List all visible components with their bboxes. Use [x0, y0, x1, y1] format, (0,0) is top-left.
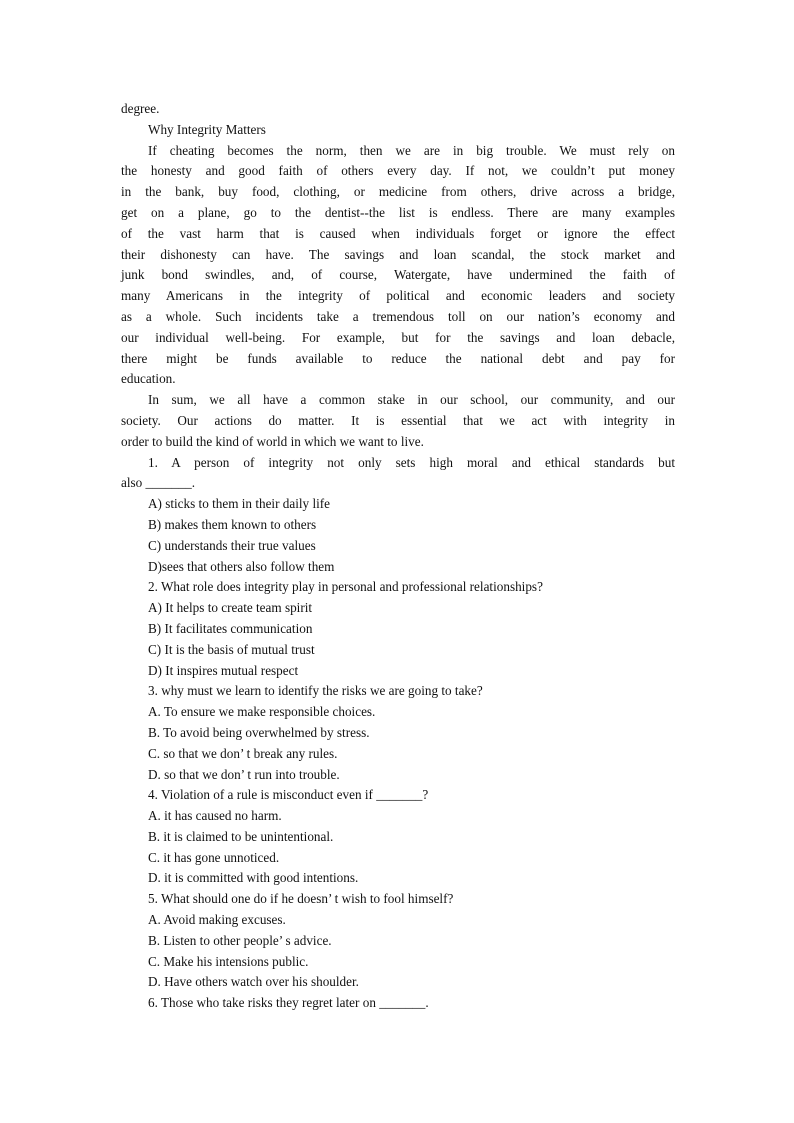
- question-4: [121, 785, 675, 889]
- paragraph-line: In sum, we all have a common stake in our school, our community, and our: [148, 392, 675, 408]
- answer-option: D. so that we don’ t run into trouble.: [148, 766, 340, 782]
- question-stem: 1. A person of integrity not only sets high moral and ethical standards but: [148, 454, 675, 470]
- answer-option: C) It is the basis of mutual trust: [148, 641, 315, 657]
- answer-option: B) makes them known to others: [148, 516, 317, 532]
- document-body: [121, 99, 675, 1014]
- section-heading: Why Integrity Matters: [148, 121, 266, 137]
- answer-option: C. Make his intensions public.: [148, 953, 309, 969]
- answer-option: D)sees that others also follow them: [148, 558, 335, 574]
- answer-option: D. it is committed with good intentions.: [148, 870, 359, 886]
- paragraph-line: education.: [121, 371, 176, 387]
- question-stem: 6. Those who take risks they regret later on _______.: [148, 995, 429, 1011]
- paragraph-line: the honesty and good faith of others every day. If not, we couldn’t put money: [121, 163, 675, 179]
- paragraph-line: of the vast harm that is caused when individuals forget or ignore the effect: [121, 225, 675, 241]
- paragraph-line: their dishonesty can have. The savings and loan scandal, the stock market and: [121, 246, 675, 262]
- paragraph-line: many Americans in the integrity of political and economic leaders and society: [121, 288, 675, 304]
- paragraph-line: junk bond swindles, and, of course, Watergate, have undermined the faith of: [121, 267, 675, 283]
- answer-option: A. Avoid making excuses.: [148, 912, 286, 928]
- question-stem: 5. What should one do if he doesn’ t wish to fool himself?: [148, 891, 454, 907]
- answer-option: C. it has gone unnoticed.: [148, 849, 280, 865]
- answer-option: A. To ensure we make responsible choices.: [148, 704, 376, 720]
- question-stem: 2. What role does integrity play in personal and professional relationships?: [148, 579, 543, 595]
- question-stem: 3. why must we learn to identify the risks we are going to take?: [148, 683, 483, 699]
- answer-option: A) sticks to them in their daily life: [148, 496, 331, 512]
- lead-fragment: degree.: [121, 101, 160, 116]
- answer-option: D. Have others watch over his shoulder.: [148, 974, 359, 990]
- paragraph-line: If cheating becomes the norm, then we are in big trouble. We must rely on: [148, 142, 675, 158]
- paragraph-line: order to build the kind of world in which we want to live.: [121, 433, 424, 449]
- paragraph-line: in the bank, buy food, clothing, or medicine from others, drive across a bridge,: [121, 184, 675, 200]
- question-1: [121, 453, 675, 578]
- paragraph-line: our individual well-being. For example, but for the savings and loan debacle,: [121, 329, 675, 345]
- answer-option: A) It helps to create team spirit: [148, 600, 313, 616]
- answer-option: A. it has caused no harm.: [148, 808, 282, 824]
- answer-option: B. Listen to other people’ s advice.: [148, 932, 332, 948]
- answer-option: B. To avoid being overwhelmed by stress.: [148, 724, 370, 740]
- answer-option: D) It inspires mutual respect: [148, 662, 299, 678]
- paragraph-line: as a whole. Such incidents take a tremendous toll on our nation’s economy and: [121, 308, 675, 324]
- answer-option: C) understands their true values: [148, 537, 316, 553]
- question-stem: 4. Violation of a rule is misconduct even if _______?: [148, 787, 429, 803]
- question-5: [121, 889, 675, 993]
- question-6: [121, 993, 675, 1014]
- paragraph-line: society. Our actions do matter. It is essential that we act with integrity in: [121, 412, 675, 428]
- question-stem: also _______.: [121, 475, 195, 491]
- paragraph-in-sum: [121, 390, 675, 452]
- paragraph-line: there might be funds available to reduce the national debt and pay for: [121, 350, 675, 366]
- answer-option: B) It facilitates communication: [148, 620, 313, 636]
- paragraph-line: get on a plane, go to the dentist--the list is endless. There are many examples: [121, 204, 675, 220]
- question-3: [121, 681, 675, 785]
- answer-option: B. it is claimed to be unintentional.: [148, 828, 334, 844]
- paragraph-why-integrity-matters: [121, 141, 675, 391]
- question-2: [121, 577, 675, 681]
- answer-option: C. so that we don’ t break any rules.: [148, 745, 338, 761]
